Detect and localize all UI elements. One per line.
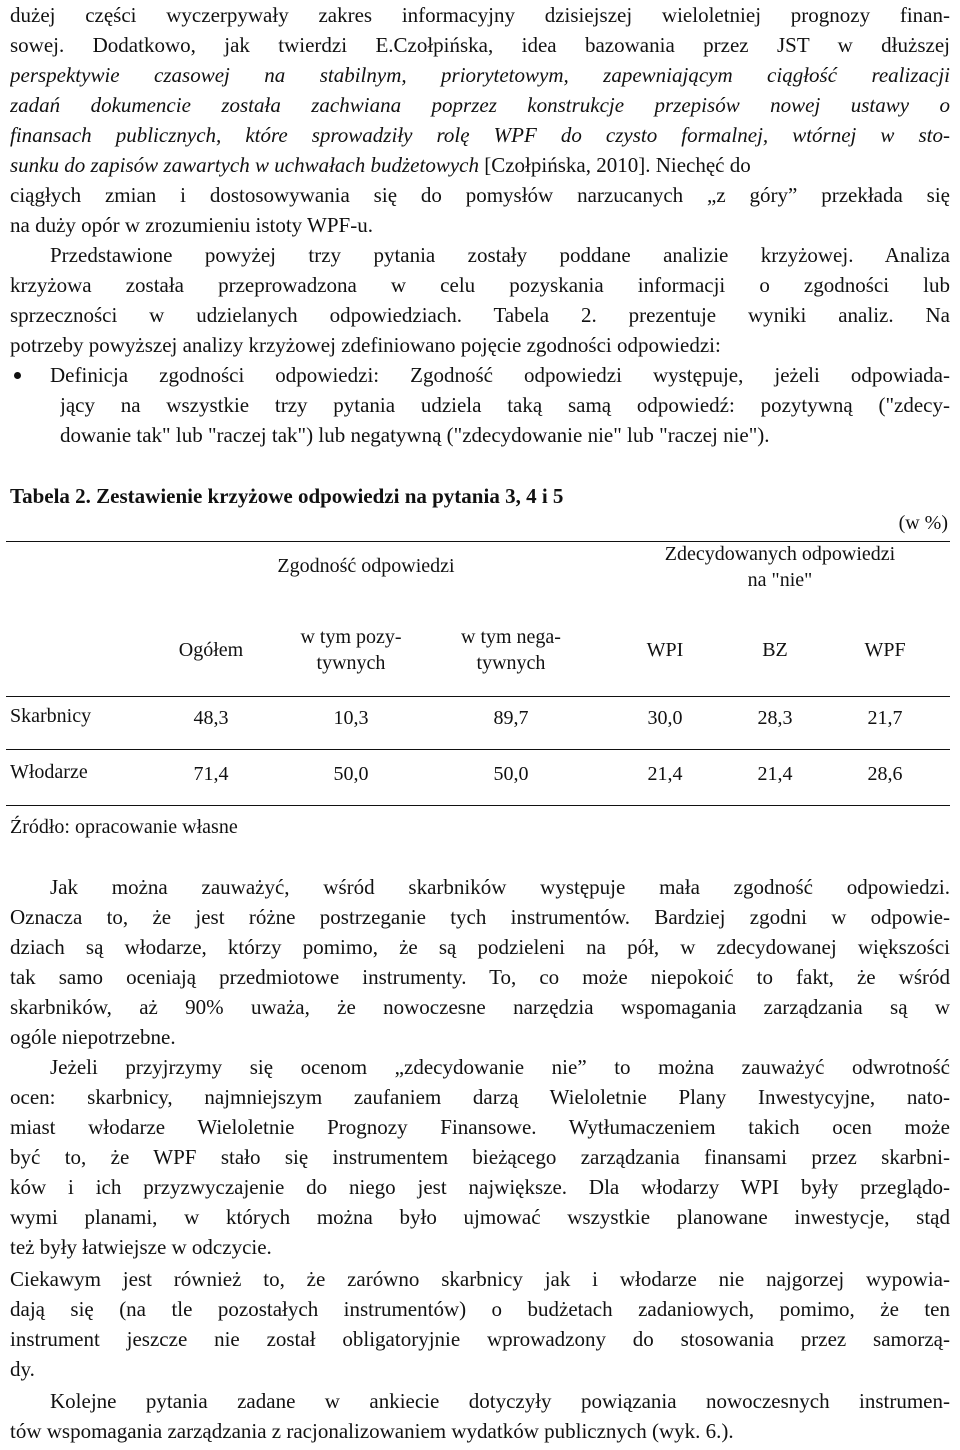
text-line [10, 150, 950, 181]
text-line: potrzeby powyższej analizy krzyżowej zdefiniowano pojęcie zgodności odpowiedzi: [10, 333, 721, 357]
bullet-icon [14, 372, 21, 379]
text-line: dy. [10, 1357, 35, 1381]
table-cell: 89,7 [493, 707, 529, 729]
text-line: miast włodarze Wieloletnie Prognozy Finansowe. Wytłumaczeniem takich ocen może [10, 1115, 950, 1139]
table-unit: (w %) [898, 512, 948, 534]
text-line: być to, że WPF stało się instrumentem bieżącego zarządzania finansami przez skarbni- [10, 1145, 950, 1169]
header-group-agreement: Zgodność odpowiedzi [277, 555, 455, 577]
text-line: tów wspomagania zarządzania z racjonalizowaniem wydatków publicznych (wyk. 6.). [10, 1419, 734, 1443]
header-line: tywnych [476, 652, 546, 674]
table-cell: 30,0 [647, 707, 683, 729]
table-rule [6, 696, 950, 697]
table-cell: 48,3 [193, 707, 229, 729]
header-group-no [610, 541, 950, 593]
text-line: na duży opór w zrozumieniu istoty WPF-u. [10, 213, 373, 237]
text-line: Jak można zauważyć, wśród skarbników występuje mała zgodność odpowiedzi. [50, 875, 950, 899]
row-label: Skarbnicy [10, 705, 92, 727]
text-line: sowej. Dodatkowo, jak twierdzi E.Czołpińska, idea bazowania przez JST w dłuższej [10, 33, 950, 57]
text-line: ogóle niepotrzebne. [10, 1025, 176, 1049]
table-source: Źródło: opracowanie własne [10, 816, 238, 838]
text-line: Kolejne pytania zadane w ankiecie dotyczyły powiązania nowoczesnych instrumen- [50, 1389, 950, 1413]
table-rule [6, 805, 950, 806]
col-header-wpf: WPF [864, 639, 906, 661]
text-line: dużej części wyczerpywały zakres informacyjny dzisiejszej wieloletniej prognozy finan- [10, 3, 950, 27]
table-cell: 50,0 [333, 763, 369, 785]
text-line: krzyżowa została przeprowadzona w celu pozyskania informacji o zgodności lub [10, 273, 950, 297]
header-line: w tym nega- [461, 626, 561, 648]
header-line: Zdecydowanych odpowiedzi [664, 543, 896, 565]
col-header-negative [436, 624, 586, 676]
table-cell: 71,4 [193, 763, 229, 785]
text-line: Przedstawione powyżej trzy pytania zostały poddane analizie krzyżowej. Analiza [50, 243, 950, 267]
header-line: w tym pozy- [300, 626, 402, 648]
text-line: dziach są włodarze, którzy pomimo, że są podzieleni na pół, w zdecydowanej większości [10, 935, 950, 959]
text-line: dają się (na tle pozostałych instrumentów) o budżetach zadaniowych, pomimo, że ten [10, 1297, 950, 1321]
text-line: zadań dokumencie została zachwiana poprzez konstrukcje przepisów nowej ustawy o [10, 93, 950, 117]
text-span: sunku do zapisów zawartych w uchwałach budżetowych [10, 153, 479, 177]
col-header-positive [276, 624, 426, 676]
text-span: [Czołpińska, 2010]. Niechęć do [484, 153, 751, 177]
text-line: ków i ich przyzwyczajenie do niego jest największe. Dla włodarzy WPI były przeglądo- [10, 1175, 950, 1199]
header-line: na "nie" [747, 569, 813, 591]
table-cell: 28,3 [757, 707, 793, 729]
text-line: Ciekawym jest również to, że zarówno skarbnicy jak i włodarze nie najgorzej wypowia- [10, 1267, 950, 1291]
row-label: Włodarze [10, 761, 88, 783]
text-line: wymi planami, w których można było ujmować wszystkie planowane inwestycje, stąd [10, 1205, 950, 1229]
table-cell: 50,0 [493, 763, 529, 785]
table-cell: 21,4 [757, 763, 793, 785]
text-line: finansach publicznych, które sprowadziły rolę WPF do czysto formalnej, wtórnej w sto- [10, 123, 950, 147]
text-line: perspektywie czasowej na stabilnym, priorytetowym, zapewniającym ciągłość realizacji [10, 63, 950, 87]
col-header-wpi: WPI [646, 639, 684, 661]
text-line: Jeżeli przyjrzymy się ocenom „zdecydowanie nie” to można zauważyć odwrotność [50, 1055, 950, 1079]
text-line: jący na wszystkie trzy pytania udziela taką samą odpowiedź: pozytywną ("zdecy- [60, 393, 950, 417]
text-line: Oznacza to, że jest różne postrzeganie tych instrumentów. Bardziej zgodni w odpowie- [10, 905, 950, 929]
text-line: ocen: skarbnicy, najmniejszym zaufaniem darzą Wieloletnie Plany Inwestycyjne, nato- [10, 1085, 950, 1109]
text-line: sprzeczności w udzielanych odpowiedziach. Tabela 2. prezentuje wyniki analiz. Na [10, 303, 950, 327]
col-header-bz: BZ [762, 639, 788, 661]
text-line: też były łatwiejsze w odczycie. [10, 1235, 272, 1259]
table-rule [6, 749, 950, 750]
table-cell: 21,7 [867, 707, 903, 729]
text-line: ciągłych zmian i dostosowywania się do pomysłów narzucanych „z góry” przekłada się [10, 183, 950, 207]
table-caption: Tabela 2. Zestawienie krzyżowe odpowiedzi na pytania 3, 4 i 5 [10, 484, 564, 508]
text-line: skarbników, aż 90% uważa, że nowoczesne narzędzia wspomagania zarządzania są w [10, 995, 950, 1019]
text-line: instrument jeszcze nie został obligatoryjnie wprowadzony do stosowania przez samorzą- [10, 1327, 950, 1351]
text-line: dowanie tak" lub "raczej tak") lub negatywną ("zdecydowanie nie" lub "raczej nie"). [60, 423, 770, 447]
table-cell: 21,4 [647, 763, 683, 785]
col-header-ogolem: Ogółem [178, 639, 244, 661]
header-line: tywnych [316, 652, 386, 674]
text-line: Definicja zgodności odpowiedzi: Zgodność odpowiedzi występuje, jeżeli odpowiada- [50, 363, 950, 387]
text-line: tak samo oceniają przedmiotowe instrumenty. To, co może niepokoić to fakt, że wśród [10, 965, 950, 989]
table-cell: 10,3 [333, 707, 369, 729]
table-cell: 28,6 [867, 763, 903, 785]
